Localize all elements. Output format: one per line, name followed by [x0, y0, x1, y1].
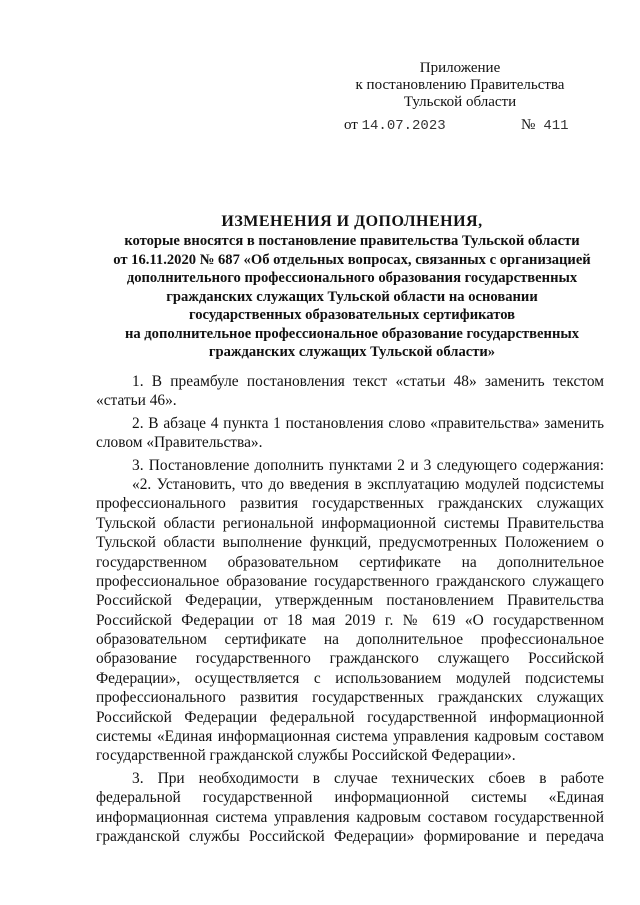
title-line: дополнительного профессионального образования государственных — [126, 270, 578, 286]
text-line: 2. В абзаце 4 пункта 1 постановления слово «правительства» заменить — [132, 414, 604, 432]
text-line: гражданской службы Российской Федерации» формирование и передача — [96, 827, 604, 845]
text-line: Федерации», осуществляется с использованием модулей подсистемы — [96, 669, 604, 687]
text-line: государственном образовательном сертификате на дополнительное — [96, 553, 604, 571]
text-line: Тульской области выполнение функций, предусмотренных Положением о — [96, 534, 604, 552]
text-line: словом «Правительства». — [96, 434, 263, 452]
text-line: профессиональное образование государственного гражданского служащего — [96, 572, 604, 590]
text-line: образовательном сертификате на дополнительное профессиональное — [96, 631, 604, 649]
title-line: на дополнительное профессиональное образование государственных — [124, 325, 580, 342]
date-prefix: от — [344, 117, 358, 133]
date-value: 14.07.2023 — [361, 118, 446, 134]
text-line: Российской Федерации федеральной государственной информационной — [96, 708, 604, 726]
text-line: «2. Установить, что до введения в эксплуатацию модулей подсистемы — [132, 475, 604, 493]
title-line: которые вносятся в постановление правительства Тульской области — [124, 233, 580, 249]
appendix-line: к постановлению Правительства — [355, 77, 565, 93]
document-title — [96, 212, 608, 362]
text-line: «статьи 46». — [96, 392, 177, 410]
text-line: 3. При необходимости в случае технических сбоев в работе — [132, 769, 604, 787]
text-line: Российской Федерации от 18 мая 2019 г. № 619 «О государственном — [96, 611, 604, 629]
paragraph-2 — [96, 414, 604, 453]
text-line: Российской Федерации, утвержденным постановлением Правительства — [96, 592, 604, 610]
resolution-date — [344, 117, 446, 134]
paragraph-5 — [96, 769, 604, 847]
text-line: информационная система управления кадровым составом государственной — [96, 808, 604, 826]
text-line: 3. Постановление дополнить пунктами 2 и 3 следующего содержания: — [132, 456, 604, 474]
number-value: 411 — [543, 118, 569, 134]
appendix-line: Приложение — [419, 60, 501, 76]
text-line: федеральной государственной информационной системы «Единая — [96, 789, 604, 807]
title-heading: ИЗМЕНЕНИЯ И ДОПОЛНЕНИЯ, — [221, 213, 483, 230]
text-line: Тульской области региональной информационной системы Правительства — [96, 514, 604, 532]
document-body — [96, 372, 604, 846]
paragraph-3 — [96, 456, 604, 475]
resolution-number — [521, 117, 569, 134]
paragraph-1 — [96, 372, 604, 411]
text-line: профессионального развития государственных гражданских служащих — [96, 689, 604, 707]
appendix-header — [330, 60, 590, 111]
text-line: системы «Единая информационная система управления кадровым составом — [96, 728, 604, 746]
text-line: образование государственного гражданского служащего Российской — [96, 650, 604, 668]
text-line: 1. В преамбуле постановления текст «статьи 48» заменить текстом — [132, 373, 604, 390]
paragraph-4 — [96, 475, 604, 766]
title-line: гражданских служащих Тульской области на основании — [166, 288, 538, 305]
appendix-line: Тульской области — [403, 94, 517, 110]
title-line: гражданских служащих Тульской области» — [208, 344, 496, 360]
text-line: государственной гражданской службы Российской Федерации». — [96, 747, 516, 765]
number-sign: № — [521, 117, 536, 133]
title-line: государственных образовательных сертификатов — [188, 307, 516, 323]
text-line: профессионального развития государственных гражданских служащих — [96, 495, 604, 513]
title-line: от 16.11.2020 № 687 «Об отдельных вопросах, связанных с организацией — [113, 251, 591, 268]
